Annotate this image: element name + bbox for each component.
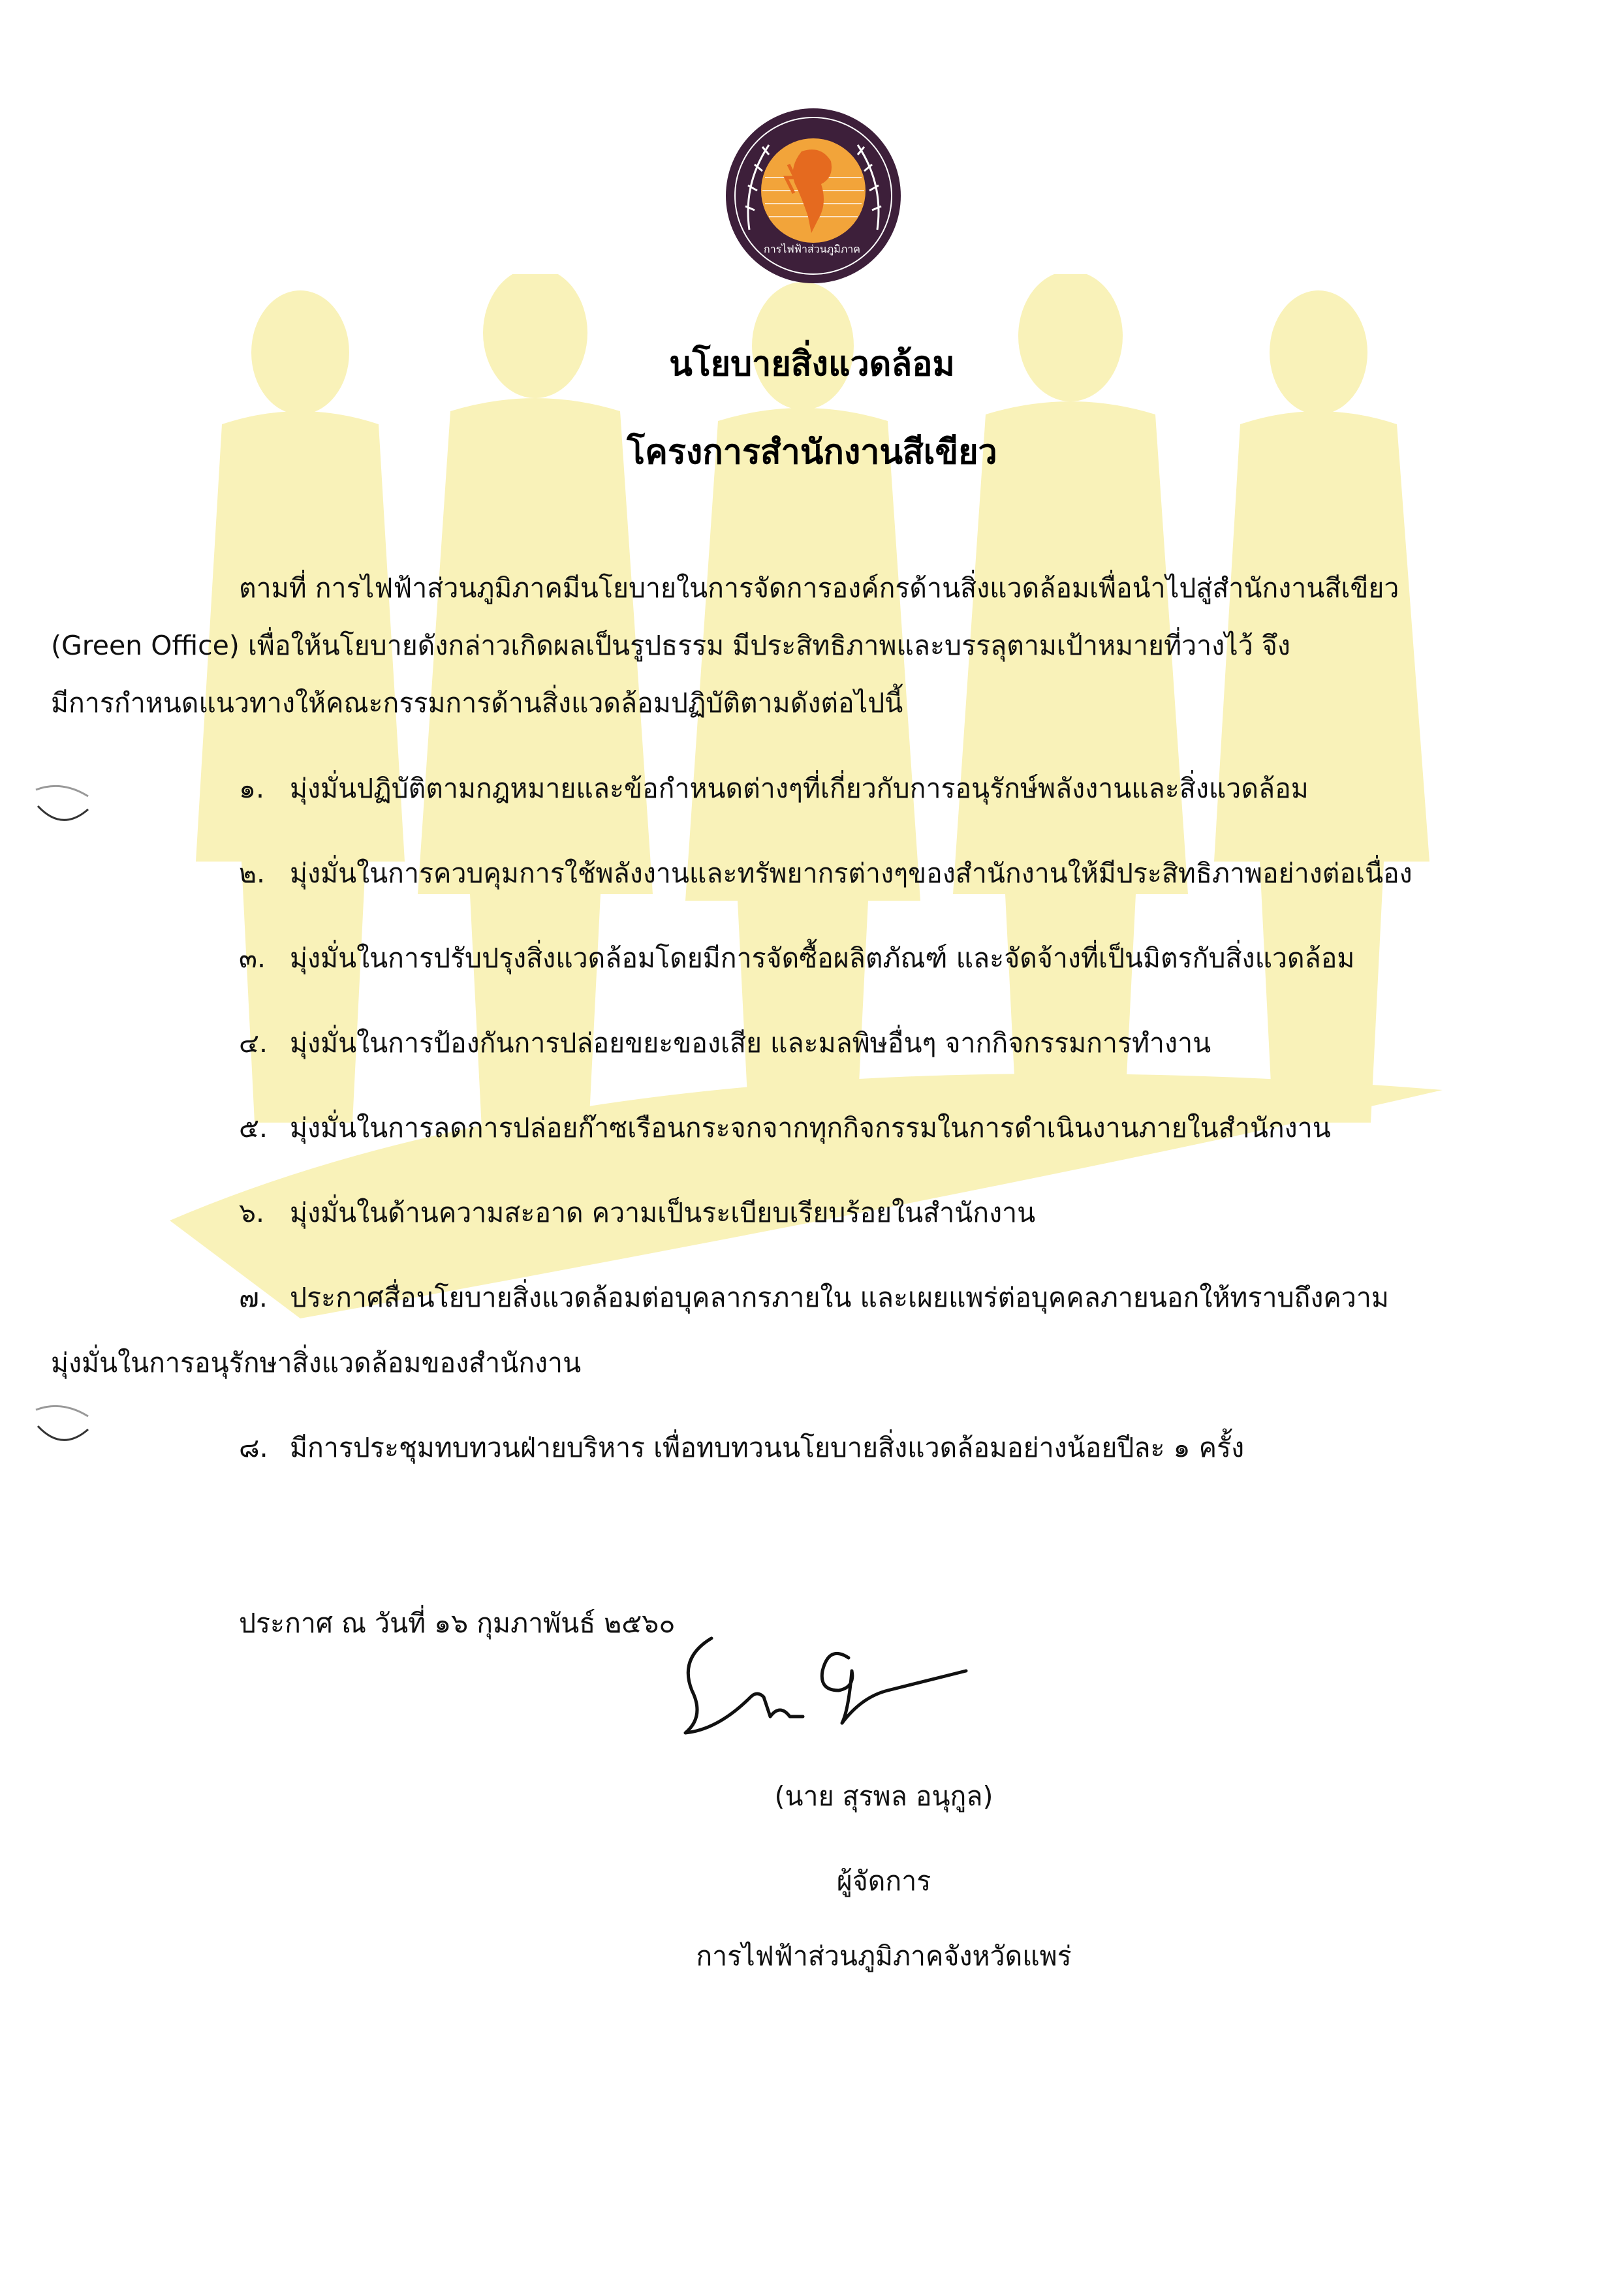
policy-number: ๓.	[239, 942, 266, 974]
policy-text: มุ่งมั่นในการป้องกันการปล่อยขยะของเสีย และมลพิษอื่นๆ จากกิจกรรมการทำงาน	[290, 1027, 1211, 1059]
punch-hole-mark	[33, 1400, 91, 1459]
seal-caption: การไฟฟ้าส่วนภูมิภาค	[764, 243, 860, 255]
intro-line-3: มีการกำหนดแนวทางให้คณะกรรมการด้านสิ่งแวดล้อมปฏิบัติตามดังต่อไปนี้	[51, 687, 903, 719]
signer-position: ผู้จัดการ	[836, 1865, 931, 1897]
signer-name: (นาย สุรพล อนุกูล)	[774, 1781, 993, 1812]
policy-number: ๑.	[239, 773, 265, 804]
policy-text: มุ่งมั่นในด้านความสะอาด ความเป็นระเบียบเรียบร้อยในสำนักงาน	[290, 1197, 1036, 1228]
policy-item-3	[239, 943, 1354, 973]
policy-text: มุ่งมั่นในการควบคุมการใช้พลังงานและทรัพยากรต่างๆของสำนักงานให้มีประสิทธิภาพอย่างต่อเนื่อง	[290, 858, 1413, 889]
policy-item-2	[239, 858, 1413, 888]
seal-logo	[723, 106, 903, 286]
policy-number: ๗.	[239, 1282, 268, 1313]
policy-number: ๔.	[239, 1027, 268, 1059]
policy-number: ๒.	[239, 858, 266, 889]
policy-number: ๕.	[239, 1112, 268, 1144]
policy-number: ๘.	[239, 1432, 268, 1463]
handwritten-signature	[666, 1619, 979, 1743]
policy-item-5	[239, 1113, 1331, 1143]
policy-item-7-continuation: มุ่งมั่นในการอนุรักษาสิ่งแวดล้อมของสำนักงาน	[51, 1347, 582, 1378]
policy-text: มุ่งมั่นปฏิบัติตามกฎหมายและข้อกำหนดต่างๆที่เกี่ยวกับการอนุรักษ์พลังงานและสิ่งแวดล้อม	[290, 773, 1309, 804]
policy-text: ประกาศสื่อนโยบายสิ่งแวดล้อมต่อบุคลากรภายใน และเผยแพร่ต่อบุคคลภายนอกให้ทราบถึงความ	[290, 1282, 1389, 1313]
document-title: นโยบายสิ่งแวดล้อม	[669, 345, 955, 384]
policy-text: มุ่งมั่นในการปรับปรุงสิ่งแวดล้อมโดยมีการจัดซื้อผลิตภัณฑ์ และจัดจ้างที่เป็นมิตรกับสิ่งแวดล้อม	[290, 942, 1355, 974]
intro-line-1: ตามที่ การไฟฟ้าส่วนภูมิภาคมีนโยบายในการจัดการองค์กรด้านสิ่งแวดล้อมเพื่อนำไปสู่สำนักงานสีเขียว	[239, 572, 1399, 604]
policy-item-7	[239, 1283, 1389, 1313]
signer-organization: การไฟฟ้าส่วนภูมิภาคจังหวัดแพร่	[696, 1940, 1072, 1972]
policy-item-1	[239, 773, 1309, 803]
policy-item-8	[239, 1433, 1244, 1463]
document-subtitle: โครงการสำนักงานสีเขียว	[627, 433, 997, 472]
policy-text: มีการประชุมทบทวนฝ่ายบริหาร เพื่อทบทวนนโยบายสิ่งแวดล้อมอย่างน้อยปีละ ๑ ครั้ง	[290, 1432, 1245, 1463]
policy-text: มุ่งมั่นในการลดการปล่อยก๊าซเรือนกระจกจากทุกกิจกรรมในการดำเนินงานภายในสำนักงาน	[290, 1112, 1331, 1144]
policy-item-6	[239, 1198, 1035, 1228]
policy-item-4	[239, 1028, 1211, 1058]
intro-line-2: (Green Office) เพื่อให้นโยบายดังกล่าวเกิดผลเป็นรูปธรรม มีประสิทธิภาพและบรรลุตามเป้าหมายที่วางไว้ จึง	[51, 630, 1290, 661]
punch-hole-mark	[33, 780, 91, 839]
policy-number: ๖.	[239, 1197, 265, 1228]
announcement-date: ประกาศ ณ วันที่ ๑๖ กุมภาพันธ์ ๒๕๖๐	[239, 1608, 676, 1639]
